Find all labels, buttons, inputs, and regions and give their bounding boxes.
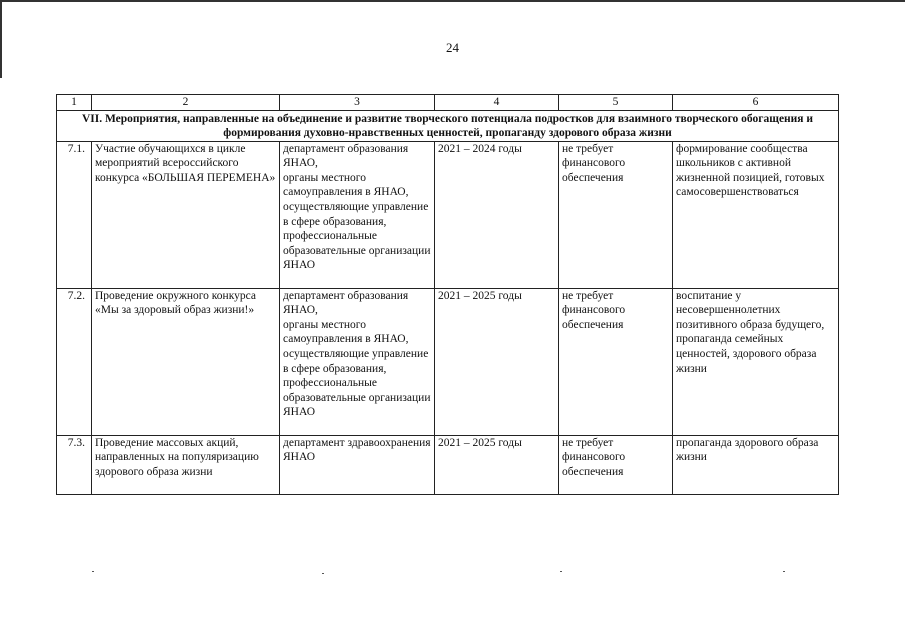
table-row — [57, 435, 839, 494]
measures-table — [56, 94, 839, 495]
event-cell: Проведение массовых акций, направленных на популяризацию здорового образа жизни — [92, 435, 280, 494]
scan-speck — [783, 571, 785, 572]
table-row — [57, 141, 839, 288]
scan-speck — [560, 571, 562, 572]
scan-border-left — [0, 0, 2, 78]
result-cell: формирование сообщества школьников с активной жизненной позицией, готовых самосовершенствоваться — [673, 141, 839, 288]
period-cell: 2021 – 2025 годы — [435, 435, 559, 494]
scan-speck — [322, 573, 324, 574]
executor-cell: департамент образования ЯНАО, органы местного самоуправления в ЯНАО, осуществляющие управление в сфере образования, профессиональные образовательные организации ЯНАО — [280, 141, 435, 288]
period-cell: 2021 – 2024 годы — [435, 141, 559, 288]
scan-speck — [92, 571, 94, 572]
funding-cell: не требует финансового обеспечения — [559, 141, 673, 288]
event-cell: Участие обучающихся в цикле мероприятий всероссийского конкурса «БОЛЬШАЯ ПЕРЕМЕНА» — [92, 141, 280, 288]
column-number: 3 — [280, 95, 435, 111]
row-number: 7.1. — [57, 141, 92, 288]
row-number: 7.2. — [57, 288, 92, 435]
funding-cell: не требует финансового обеспечения — [559, 435, 673, 494]
column-number: 6 — [673, 95, 839, 111]
section-row — [57, 110, 839, 141]
column-number: 4 — [435, 95, 559, 111]
column-number: 5 — [559, 95, 673, 111]
column-number: 1 — [57, 95, 92, 111]
period-cell: 2021 – 2025 годы — [435, 288, 559, 435]
executor-cell: департамент здравоохранения ЯНАО — [280, 435, 435, 494]
page-number: 24 — [446, 40, 459, 55]
table-row — [57, 288, 839, 435]
scan-border-top — [0, 0, 905, 2]
executor-cell: департамент образования ЯНАО, органы местного самоуправления в ЯНАО, осуществляющие управление в сфере образования, профессиональные образовательные организации ЯНАО — [280, 288, 435, 435]
column-number-row — [57, 95, 839, 111]
result-cell: воспитание у несовершеннолетних позитивного образа будущего, пропаганда семейных ценностей, здорового образа жизни — [673, 288, 839, 435]
row-number: 7.3. — [57, 435, 92, 494]
event-cell: Проведение окружного конкурса «Мы за здоровый образ жизни!» — [92, 288, 280, 435]
column-number: 2 — [92, 95, 280, 111]
section-title: VII. Мероприятия, направленные на объединение и развитие творческого потенциала подростков для взаимного творческого обогащения и формирования духовно-нравственных ценностей, пропаганду здорового образа жизни — [57, 110, 839, 141]
result-cell: пропаганда здорового образа жизни — [673, 435, 839, 494]
funding-cell: не требует финансового обеспечения — [559, 288, 673, 435]
